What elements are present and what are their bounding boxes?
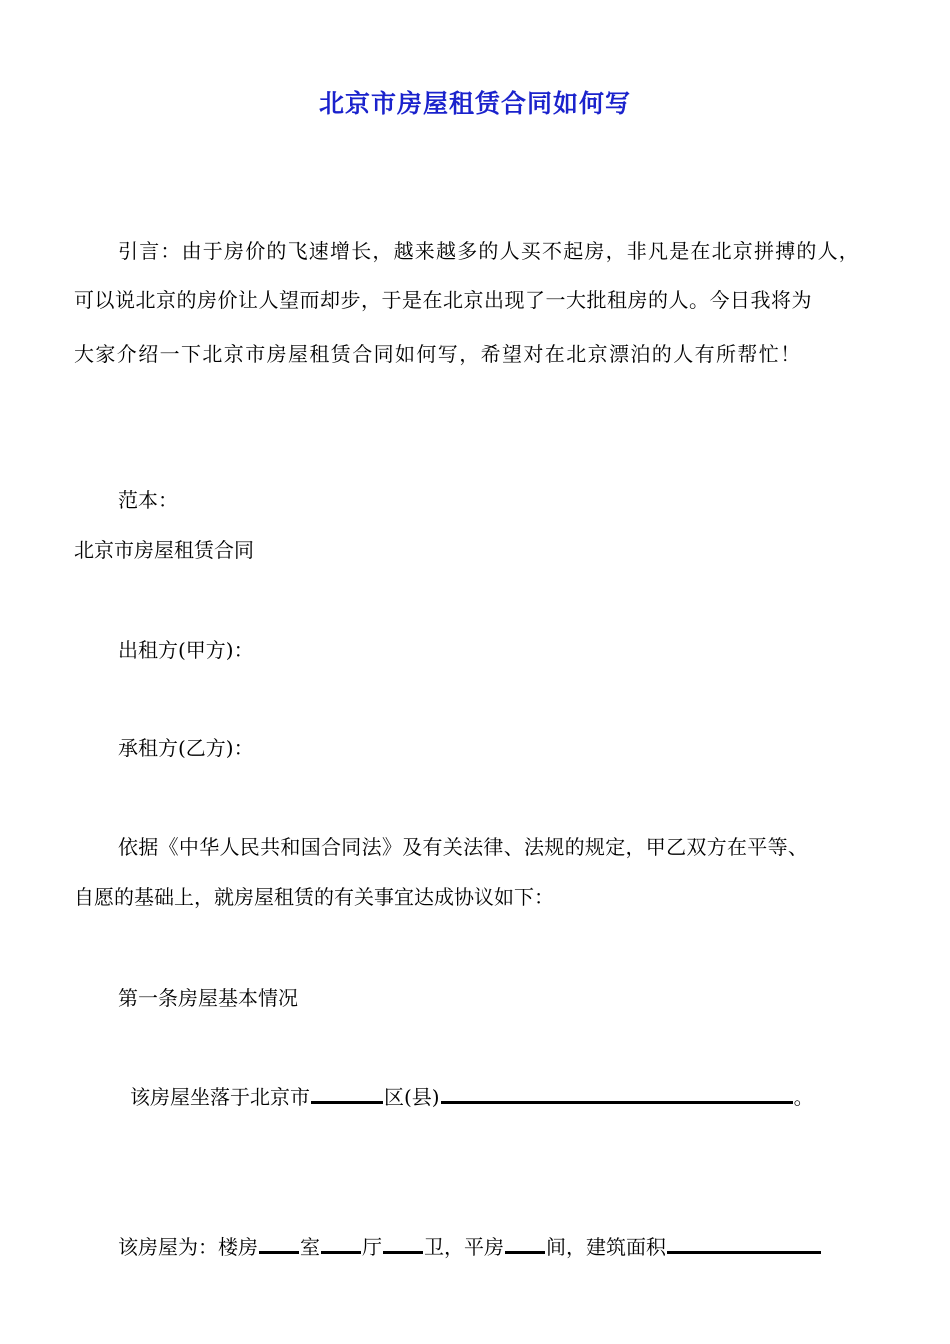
location-prefix: 该房屋坐落于北京市 xyxy=(130,1085,310,1109)
basis-line-2: 自愿的基础上，就房屋租赁的有关事宜达成协议如下： xyxy=(74,885,554,909)
contract-name: 北京市房屋租赁合同 xyxy=(74,538,254,562)
house-clause xyxy=(118,1233,822,1260)
article-1-title: 第一条房屋基本情况 xyxy=(118,986,298,1010)
lessee-label: 承租方(乙方)： xyxy=(118,736,254,760)
sample-label: 范本： xyxy=(118,488,178,512)
location-district: 区(县) xyxy=(384,1085,440,1109)
house-hall: 厅 xyxy=(362,1235,382,1259)
lessor-label: 出租方(甲方)： xyxy=(118,638,254,662)
house-bungalow-rooms: 间，建筑面积 xyxy=(546,1235,666,1259)
bungalow-count-blank[interactable] xyxy=(505,1233,545,1254)
bath-count-blank[interactable] xyxy=(383,1233,423,1254)
location-end: 。 xyxy=(793,1085,814,1109)
location-clause xyxy=(130,1083,814,1110)
document-title: 北京市房屋租赁合同如何写 xyxy=(318,89,631,118)
intro-line-2: 可以说北京的房价让人望而却步，于是在北京出现了一大批租房的人。今日我将为 xyxy=(74,288,812,312)
district-blank[interactable] xyxy=(311,1083,383,1104)
hall-count-blank[interactable] xyxy=(321,1233,361,1254)
floor-area-blank[interactable] xyxy=(667,1233,821,1254)
house-bath: 卫，平房 xyxy=(424,1235,504,1259)
house-room: 室 xyxy=(300,1235,320,1259)
house-prefix: 该房屋为：楼房 xyxy=(118,1235,258,1259)
intro-line-1: 引言：由于房价的飞速增长，越来越多的人买不起房，非凡是在北京拼搏的人， xyxy=(118,239,860,263)
basis-line-1: 依据《中华人民共和国合同法》及有关法律、法规的规定，甲乙双方在平等、 xyxy=(118,835,809,859)
intro-line-3: 大家介绍一下北京市房屋租赁合同如何写，希望对在北京漂泊的人有所帮忙！ xyxy=(74,342,802,366)
address-blank[interactable] xyxy=(441,1083,793,1104)
room-count-blank[interactable] xyxy=(259,1233,299,1254)
